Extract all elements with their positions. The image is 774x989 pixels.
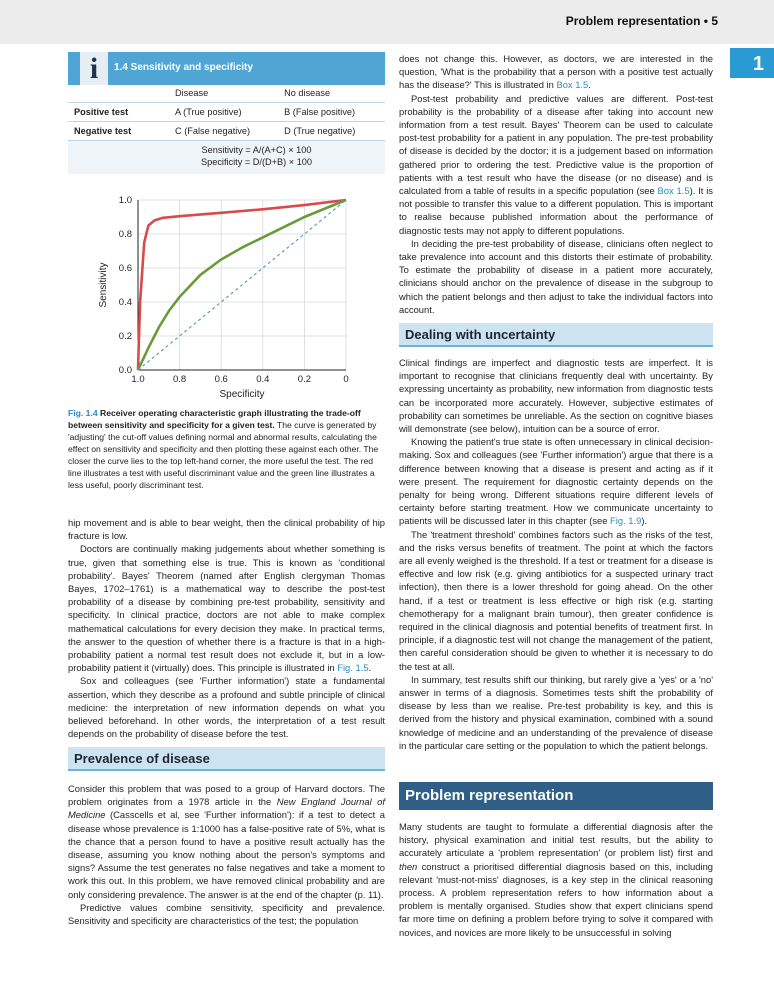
x-tick-label: 0 — [343, 374, 349, 385]
chapter-number: 1 — [752, 53, 764, 75]
table-header-cell: No disease — [284, 88, 331, 99]
paragraph — [399, 52, 713, 92]
table-row — [68, 102, 385, 121]
right-column-lower — [399, 820, 713, 939]
y-tick-label: 0.8 — [118, 229, 132, 240]
box-formulas — [68, 140, 385, 174]
x-tick-label: 0.8 — [172, 374, 187, 385]
paragraph — [399, 92, 713, 237]
table-cell: A (True positive) — [172, 102, 281, 121]
box-title: 1.4 Sensitivity and specificity — [114, 62, 253, 73]
y-axis-label: Sensitivity — [98, 262, 109, 308]
figure-title: Receiver operating characteristic graph illustrating the trade-off between sensitivity and specificity for a given test. — [68, 408, 361, 430]
paragraph — [399, 820, 713, 939]
paragraph: Predictive values combine sensitivity, specificity and prevalence. Sensitivity and specificity are characteristics of the test; the population — [68, 901, 385, 927]
paragraph: The 'treatment threshold' combines factors such as the risks of the test, and the risks versus benefits of treatment. The point at which the factors are all evenly weighed is the threshold. If a test or treatment for a disease is effective and low risk (e.g. giving antibiotics for a suspected urinary tract infection), then there is a lower threshold for going ahead. On the other hand, if a test or treatment is less effective or high risk (e.g. starting chemotherapy for a malignant brain tumour), then greater confidence is required in the clinical diagnosis and potential benefits of treatment first. In principle, if a diagnostic test will not change the management of the patient, then careful consideration should be given to whether it is necessary to do the test at all. — [399, 528, 713, 672]
x-tick-label: 1.0 — [131, 374, 145, 385]
series-line-diagonal — [138, 200, 346, 370]
section-heading-text: Dealing with uncertainty — [405, 327, 556, 342]
paragraph-text: Knowing the patient's true state is often unnecessary in clinical decision-making. Sox and colleagues (see 'Further information') argue that there is a difference between knowing that a disease is present and acting as if it were present. The requirement for diagnostic certainty depends on the penalty for being wrong. Different situations require different levels of certainty before starting treatment. How we communicate uncertainty to patients will be discussed later in this chapter (see — [399, 436, 713, 527]
paragraph: hip movement and is able to bear weight, then the clinical probability of hip fracture is low. — [68, 517, 385, 542]
figure-link[interactable]: Fig. 1.5 — [337, 662, 369, 674]
table-cell: B (False positive) — [281, 102, 385, 121]
journal-title: New England Journal of Medicine — [68, 796, 386, 821]
table-header-row — [68, 85, 385, 102]
paragraph-text: (Casscells et al, see 'Further information'): if a test to detect a disease whose prevalence is 1:1000 has a false-positive rate of 5%, what is the chance that a person found to have a positive result actually has the disease, assuming you know nothing about the person's symptoms and signs? Assume the test generates no false negatives and take a moment to work this out. In this problem, we have removed clinical probability and are only considering prevalence. The answer is at the end of the chapter (p. 11). — [68, 809, 385, 900]
paragraph-text: does not change this. However, as doctors, we are interested in the question, 'What is the probability that a person with a positive test actually has the disease?' This is illustrated in — [399, 53, 713, 91]
section-heading-prevalence — [68, 747, 385, 771]
paragraph-text: . — [588, 79, 591, 91]
sensitivity-formula: Sensitivity = A/(A+C) × 100 — [201, 145, 312, 155]
table-cell: C (False negative) — [172, 121, 281, 140]
row-label: Positive test — [68, 102, 172, 121]
x-tick-label: 0.2 — [297, 374, 312, 385]
table-row — [68, 121, 385, 140]
box-header — [68, 52, 385, 85]
box-sensitivity-specificity — [68, 52, 385, 174]
paragraph — [68, 782, 385, 901]
info-icon: i — [80, 52, 108, 85]
y-tick-label: 0.0 — [118, 365, 132, 376]
x-tick-label: 0.4 — [256, 374, 270, 385]
paragraph-text: Consider this problem that was posed to a group of Harvard doctors. The problem originates from a 1978 article in the — [68, 783, 385, 808]
table-cell: D (True negative) — [281, 121, 385, 140]
paragraph: Clinical findings are imperfect and diagnostic tests are imperfect. It is important to recognise that clinicians frequently deal with uncertainty. By expressing uncertainty as probability, new information from diagnostic tests can be incorporated more accurately. However, subjective estimates of probability can sometimes be unreliable. As the section on cognitive biases will demonstrate (see below), intuition can be a source of error. — [399, 357, 713, 435]
left-column-upper — [68, 516, 385, 740]
emphasis: then — [399, 860, 418, 872]
row-label: Negative test — [68, 121, 172, 140]
figure-label: Fig. 1.4 — [68, 408, 98, 418]
specificity-formula: Specificity = D/(D+B) × 100 — [200, 157, 313, 167]
figure-caption — [68, 407, 385, 491]
y-tick-label: 0.6 — [118, 263, 132, 274]
box-link[interactable]: Box 1.5 — [657, 185, 690, 197]
left-column-lower — [68, 782, 385, 927]
box-link[interactable]: Box 1.5 — [556, 79, 589, 91]
paragraph — [399, 435, 713, 527]
paragraph: Sox and colleagues (see 'Further information') state a fundamental assertion, which they describe as a profound and subtle principle of clinical medicine: the interpretation of new information depends on what you believed beforehand. In other words, the interpretation of a test result depends on the probability of disease before the test. — [68, 675, 385, 740]
section-heading-uncertainty — [399, 323, 713, 347]
paragraph-text: Doctors are continually making judgements about whether something is true, given that something else is true. This is known as 'conditional probability'. Bayes' Theorem (named after English clergyman Thomas Bayes, 1702–1761) is a mathematical way to describe the post-test probability of a disease by combining pre-test probability, sensitivity and specificity. In clinical practice, doctors are not able to make complex mathematical calculations for every decision they make. In practical terms, the answer to the question of whether there is a fracture is that in a high-probability patient a normal test result does not exclude it, but in a low-probability patient it (virtually) does. This principle is illustrated in — [68, 543, 385, 674]
x-axis-label: Specificity — [219, 389, 265, 400]
right-column-middle — [399, 356, 713, 752]
contingency-table — [68, 85, 385, 140]
figure-text: The curve is generated by 'adjusting' the cut-off values defining normal and abnormal results, calculating the effect on sensitivity and specificity and then plotting these against each other. The closer the curve lies to the top left-hand corner, the more useful the test. The red line illustrates a test with useful discriminant value and the green line illustrates a less useful, poorly discriminant test. — [68, 420, 379, 490]
section-heading-text: Problem representation — [405, 787, 574, 804]
table-header-cell — [68, 85, 172, 102]
table-header-cell: Disease — [175, 88, 209, 99]
right-column-upper — [399, 52, 713, 316]
paragraph-text: ). It is not possible to transfer this value to a different population. This is important to realise because published information about the performance of diagnostic tests may not apply to different populations. — [399, 185, 713, 236]
y-tick-label: 0.4 — [118, 297, 132, 308]
section-heading-text: Prevalence of disease — [74, 751, 210, 766]
y-tick-label: 0.2 — [118, 331, 132, 342]
paragraph — [68, 542, 385, 674]
paragraph-text: . — [368, 662, 372, 674]
paragraph-text: Many students are taught to formulate a differential diagnosis after the history, physical examination and initial test results, but the ability to accurately articulate a 'problem representation' (or problem list) first and — [399, 821, 713, 859]
figure-link[interactable]: Fig. 1.9 — [610, 515, 642, 527]
x-tick-label: 0.6 — [214, 374, 228, 385]
section-heading-problem-representation — [399, 782, 713, 810]
running-head: Problem representation • 5 — [565, 14, 718, 28]
paragraph: In deciding the pre-test probability of disease, clinicians often neglect to take prevalence into account and this distorts their estimate of probability. To estimate the probability of disease in a patient more accurately, clinicians should anchor on the prevalence of disease in the subgroup to which the patient belongs and then adjust to take the individual factors into account. — [399, 237, 713, 315]
paragraph-text: Post-test probability and predictive values are different. Post-test probability is the probability of a disease after taking into account new information from a test result. Bayes' Theorem can be used to calculate post-test probability for a patient in any population. The pre-test probability of disease is decided by the doctor; it is a judgement based on information gathered prior to ordering the test. Predictive value is the proportion of patients with a test result who have the disease (or no disease) and is calculated from a table of results in a specific population (see — [399, 92, 713, 197]
y-tick-label: 1.0 — [118, 195, 132, 206]
paragraph: In summary, test results shift our thinking, but rarely give a 'yes' or a 'no' answer in terms of a diagnosis. Sometimes tests shift the probability of disease by less than we realise. Pre-test probability is key, and this is derived from the history and physical examination, combined with a sound knowledge of medicine and an understanding of the prevalence of disease in the particular care setting or the population to which the patient belongs. — [399, 673, 713, 751]
paragraph-text: construct a prioritised differential diagnosis based on this, including relevant 'must-not-miss' diagnoses, is a key step in the clinical reasoning process. A problem representation refers to how information about a problem is mentally organised. Studies show that expert clinicians spend far more time on defining a problem before trying to solve it compared with novices, and novices are more likely to be unsuccessful in solving — [399, 860, 713, 938]
paragraph-text: ). — [641, 515, 648, 527]
roc-chart — [92, 190, 362, 400]
